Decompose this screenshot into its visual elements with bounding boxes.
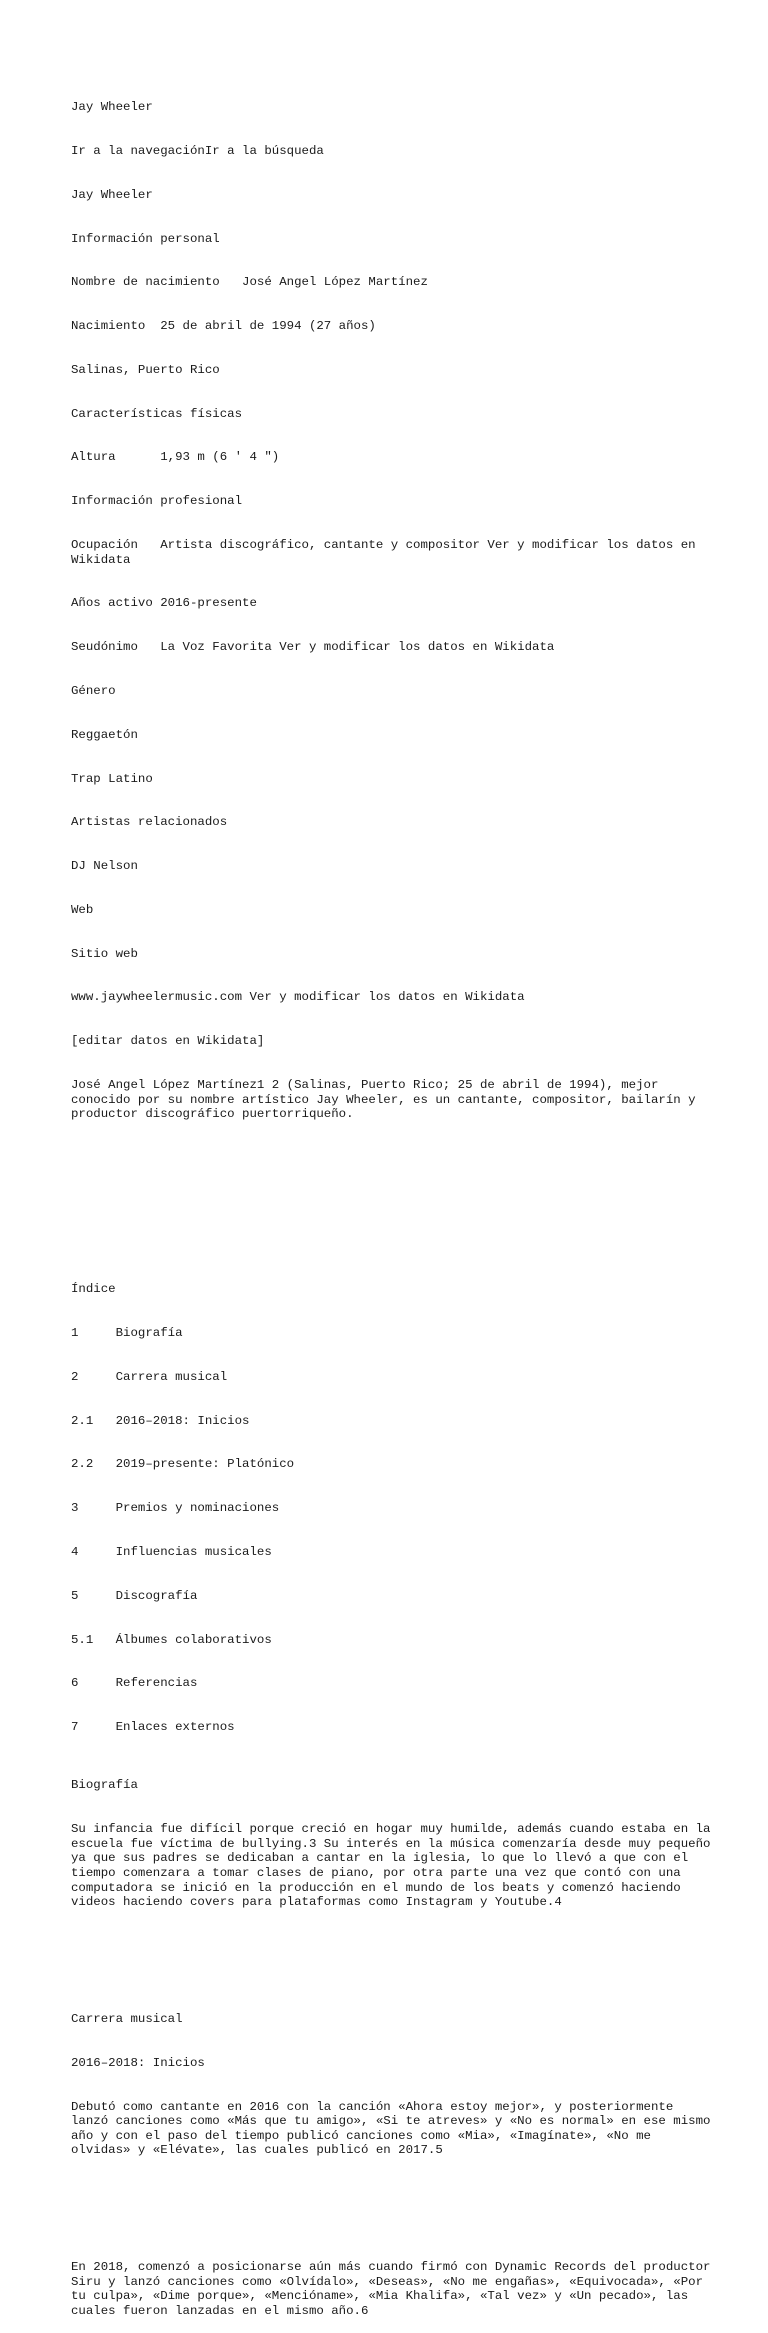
infobox-height: Altura 1,93 m (6 ' 4 ") bbox=[71, 450, 280, 465]
infobox-website-link[interactable]: www.jaywheelermusic.com Ver y modificar los datos en Wikidata bbox=[71, 990, 525, 1005]
infobox-title: Jay Wheeler bbox=[71, 187, 153, 202]
toc-item-inicios[interactable]: 2.1 2016–2018: Inicios bbox=[71, 1413, 250, 1428]
infobox-pseudonym: Seudónimo La Voz Favorita Ver y modificar los datos en Wikidata bbox=[71, 640, 555, 655]
skip-links[interactable]: Ir a la navegaciónIr a la búsqueda bbox=[71, 143, 324, 158]
infobox-birth-date: Nacimiento 25 de abril de 1994 (27 años) bbox=[71, 319, 376, 334]
infobox-related-label: Artistas relacionados bbox=[71, 815, 228, 830]
infobox-section-personal: Información personal bbox=[71, 231, 220, 246]
infobox-occupation: Ocupación Artista discográfico, cantante y compositor Ver y modificar los datos en Wikidata bbox=[71, 538, 704, 567]
infobox-website-label: Sitio web bbox=[71, 946, 138, 961]
infobox-web-label: Web bbox=[71, 902, 94, 917]
infobox-birth-place: Salinas, Puerto Rico bbox=[71, 362, 220, 377]
toc-item-albumes[interactable]: 5.1 Álbumes colaborativos bbox=[71, 1632, 272, 1647]
section-heading-biografia: Biografía bbox=[71, 1778, 138, 1793]
toc-item-biografia[interactable]: 1 Biografía bbox=[71, 1326, 183, 1341]
subsection-heading-inicios: 2016–2018: Inicios bbox=[71, 2055, 205, 2070]
infobox-related-artist: DJ Nelson bbox=[71, 859, 138, 874]
toc-item-platonico[interactable]: 2.2 2019–presente: Platónico bbox=[71, 1457, 295, 1472]
carrera-paragraph-1: Debutó como cantante en 2016 con la canción «Ahora estoy mejor», y posteriormente lanzó canciones como «Más que tu amigo», «Si te atreves» y «No es normal» en ese mismo año y con el paso del tiempo publicó canciones como «Mia», «Imagínate», «No me olvidas» y «Elévate», las cuales publicó en 2017.5 bbox=[71, 2099, 718, 2158]
toc-title: Índice bbox=[71, 1282, 116, 1297]
edit-wikidata-link[interactable]: [editar datos en Wikidata] bbox=[71, 1034, 265, 1049]
toc-item-discografia[interactable]: 5 Discografía bbox=[71, 1588, 198, 1603]
infobox-section-professional: Información profesional bbox=[71, 494, 243, 509]
infobox-genre-1: Reggaetón bbox=[71, 727, 138, 742]
toc-item-carrera[interactable]: 2 Carrera musical bbox=[71, 1369, 228, 1384]
document-page bbox=[71, 71, 718, 2333]
infobox-years-active: Años activo 2016-presente bbox=[71, 596, 257, 611]
section-heading-carrera: Carrera musical bbox=[71, 2011, 183, 2026]
toc-item-influencias[interactable]: 4 Influencias musicales bbox=[71, 1544, 272, 1559]
infobox-birth-name: Nombre de nacimiento José Angel López Martínez bbox=[71, 275, 428, 290]
infobox-section-physical: Características físicas bbox=[71, 406, 243, 421]
biografia-paragraph: Su infancia fue difícil porque creció en hogar muy humilde, además cuando estaba en la escuela fue víctima de bullying.3 Su interés en la música comenzaría desde muy pequeño ya que sus padres se dedicaban a cantar en la iglesia, lo que lo llevó a que con el tiempo comenzara a tomar clases de piano, por otra parte una vez que contó con una computadora se inició en la producción en el mundo de los beats y comenzó haciendo videos haciendo covers para plataformas como Instagram y Youtube.4 bbox=[71, 1822, 718, 1910]
infobox-genre-2: Trap Latino bbox=[71, 771, 153, 786]
toc-item-enlaces[interactable]: 7 Enlaces externos bbox=[71, 1720, 235, 1735]
article-title: Jay Wheeler bbox=[71, 100, 153, 115]
carrera-paragraph-2: En 2018, comenzó a posicionarse aún más cuando firmó con Dynamic Records del productor Siru y lanzó canciones como «Olvídalo», «Deseas», «No me engañas», «Equivocada», «Por tu culpa», «Dime porque», «Mencióname», «Mia Khalifa», «Tal vez» y «Un pecado», las cuales fueron lanzadas en el mismo año.6 bbox=[71, 2260, 718, 2318]
intro-paragraph: José Angel López Martínez1 2 (Salinas, Puerto Rico; 25 de abril de 1994), mejor conocido por su nombre artístico Jay Wheeler, es un cantante, compositor, bailarín y productor discográfico puertorriqueño. bbox=[71, 1077, 704, 1122]
infobox-genre-label: Género bbox=[71, 683, 116, 698]
toc-item-referencias[interactable]: 6 Referencias bbox=[71, 1676, 198, 1691]
toc-item-premios[interactable]: 3 Premios y nominaciones bbox=[71, 1501, 280, 1516]
